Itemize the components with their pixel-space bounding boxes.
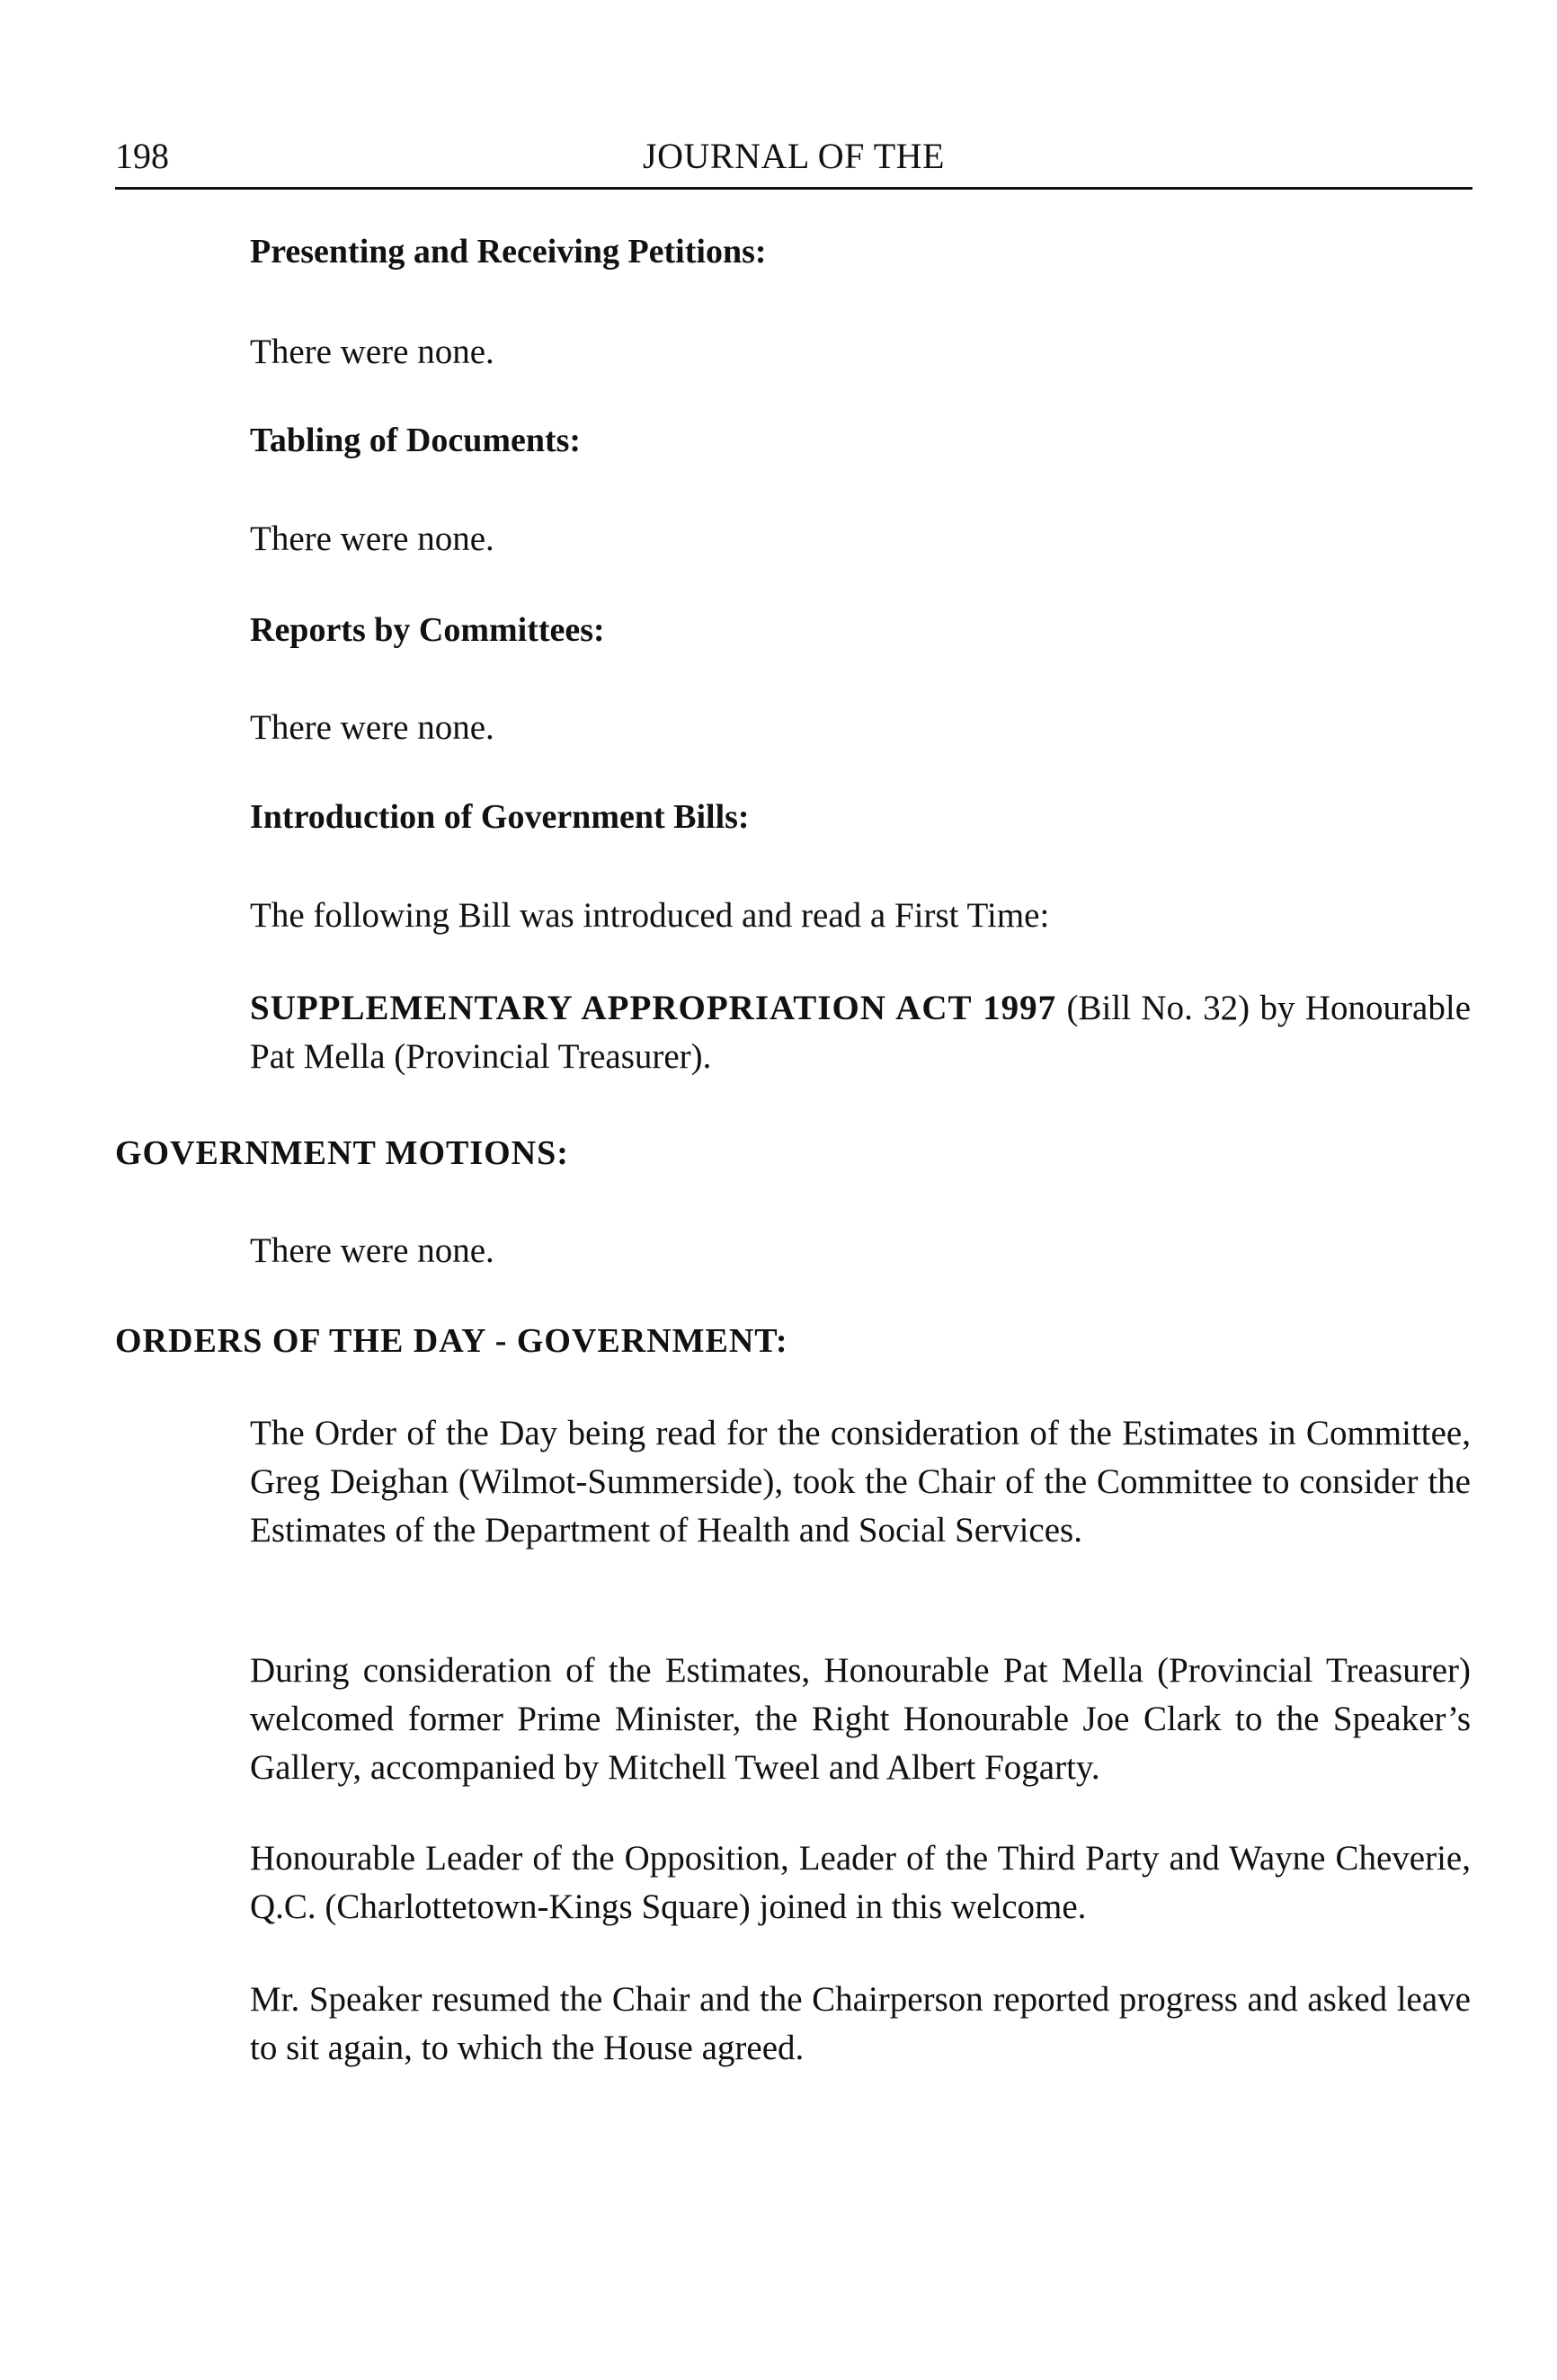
government-motions-heading: GOVERNMENT MOTIONS: — [115, 1134, 569, 1172]
presenting-petitions-body: There were none. — [250, 333, 494, 371]
page-number: 198 — [115, 136, 169, 176]
reports-committees-heading: Reports by Committees: — [250, 611, 605, 649]
journal-title: JOURNAL OF THE — [643, 136, 945, 176]
tabling-documents-heading: Tabling of Documents: — [250, 422, 582, 459]
government-bills-intro: The following Bill was introduced and read a First Time: — [250, 896, 1050, 935]
government-bills-heading: Introduction of Government Bills: — [250, 798, 750, 836]
running-header — [115, 128, 1472, 190]
government-motions-body: There were none. — [250, 1231, 494, 1270]
orders-paragraph-4: Mr. Speaker resumed the Chair and the Chairperson reported progress and asked leave to sit again, to which the House agreed. — [250, 1980, 1471, 2067]
orders-of-the-day-heading: ORDERS OF THE DAY - GOVERNMENT: — [115, 1322, 788, 1360]
presenting-petitions-heading: Presenting and Receiving Petitions: — [250, 233, 767, 271]
orders-paragraph-2: During consideration of the Estimates, Honourable Pat Mella (Provincial Treasurer) welcomed former Prime Minister, the Right Honourable Joe Clark to the Speaker’s Gallery, accompanied by Mitchell Tweel and Albert Fogarty. — [250, 1651, 1471, 1787]
tabling-documents-body: There were none. — [250, 520, 494, 558]
orders-paragraph-3: Honourable Leader of the Opposition, Leader of the Third Party and Wayne Cheverie, Q.C. (Charlottetown-Kings Square) joined in this welcome. — [250, 1839, 1471, 1926]
bill-paragraph — [250, 984, 1471, 1081]
orders-paragraph-1: The Order of the Day being read for the consideration of the Estimates in Committee, Greg Deighan (Wilmot-Summerside), took the Chair of the Committee to consider the Estimates of the Department of Health and Social Services. — [250, 1414, 1471, 1550]
reports-committees-body: There were none. — [250, 708, 494, 747]
bill-title: SUPPLEMENTARY APPROPRIATION ACT 1997 — [250, 989, 1057, 1027]
bill-details: (Bill No. 32) by Honourable Pat Mella (Provincial Treasurer). — [250, 989, 1472, 1076]
